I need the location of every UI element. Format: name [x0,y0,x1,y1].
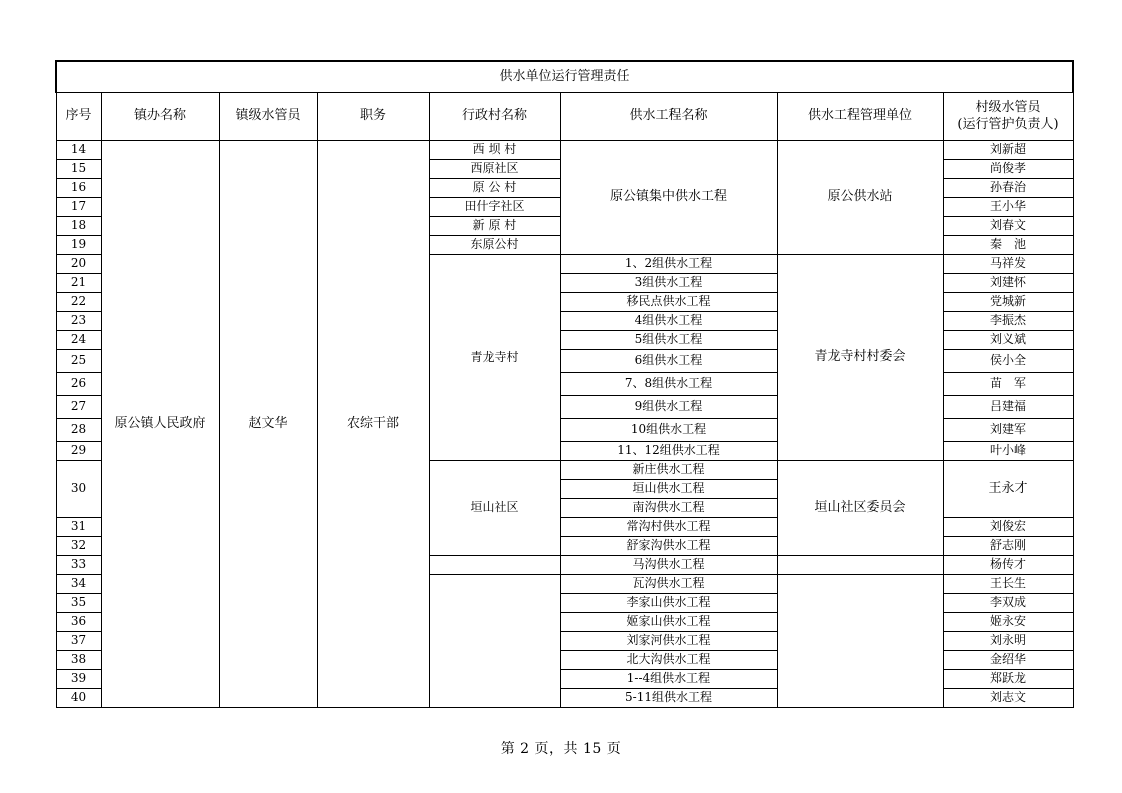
project-name: 姬家山供水工程 [560,613,777,632]
header-village-manager-label: 村级水管员 (运行管护负责人) [957,100,1059,132]
village-name: 青龙寺村 [429,255,560,461]
management-unit [777,556,943,575]
management-unit: 垣山社区委员会 [777,461,943,556]
row-seq: 36 [56,613,101,632]
village-name [429,556,560,575]
management-unit [777,575,943,708]
project-name: 刘家河供水工程 [560,632,777,651]
row-seq: 38 [56,651,101,670]
row-seq: 28 [56,419,101,442]
village-name: 西原社区 [429,160,560,179]
project-name: 常沟村供水工程 [560,518,777,537]
village-manager: 孙春治 [943,179,1073,198]
row-seq: 35 [56,594,101,613]
row-seq: 20 [56,255,101,274]
village-manager: 吕建福 [943,396,1073,419]
row-seq: 33 [56,556,101,575]
row-seq: 16 [56,179,101,198]
village-name: 西 坝 村 [429,141,560,160]
project-name: 10组供水工程 [560,419,777,442]
village-manager: 刘义斌 [943,331,1073,350]
village-manager: 李振杰 [943,312,1073,331]
row-seq: 15 [56,160,101,179]
row-seq: 37 [56,632,101,651]
row-seq: 23 [56,312,101,331]
village-name: 原 公 村 [429,179,560,198]
project-name: 舒家沟供水工程 [560,537,777,556]
village-manager: 侯小全 [943,350,1073,373]
town-manager: 赵文华 [219,141,317,708]
village-manager: 郑跃龙 [943,670,1073,689]
village-manager: 秦 池 [943,236,1073,255]
village-manager: 李双成 [943,594,1073,613]
table-row [56,141,1073,160]
project-name: 6组供水工程 [560,350,777,373]
village-manager: 苗 军 [943,373,1073,396]
row-seq: 31 [56,518,101,537]
village-manager: 姬永安 [943,613,1073,632]
village-manager: 刘建怀 [943,274,1073,293]
village-manager: 金绍华 [943,651,1073,670]
village-manager: 王长生 [943,575,1073,594]
village-manager: 刘春文 [943,217,1073,236]
village-manager: 叶小峰 [943,442,1073,461]
header-village: 行政村名称 [429,93,560,141]
village-name [429,575,560,708]
header-seq: 序号 [56,93,101,141]
row-seq: 40 [56,689,101,708]
water-supply-table [55,60,1074,708]
header-town: 镇办名称 [101,93,219,141]
village-manager: 刘志文 [943,689,1073,708]
row-seq: 22 [56,293,101,312]
position: 农综干部 [317,141,429,708]
village-manager: 马祥发 [943,255,1073,274]
row-seq: 19 [56,236,101,255]
project-name: 5-11组供水工程 [560,689,777,708]
village-name: 垣山社区 [429,461,560,556]
project-name: 垣山供水工程 [560,480,777,499]
page-footer: 第 2 页，共 15 页 [500,741,622,757]
row-seq: 24 [56,331,101,350]
row-seq: 18 [56,217,101,236]
row-seq: 39 [56,670,101,689]
project-name: 移民点供水工程 [560,293,777,312]
project-name: 5组供水工程 [560,331,777,350]
header-unit: 供水工程管理单位 [777,93,943,141]
village-manager: 党城新 [943,293,1073,312]
village-name: 田什字社区 [429,198,560,217]
village-manager: 刘俊宏 [943,518,1073,537]
village-manager: 尚俊孝 [943,160,1073,179]
village-manager: 刘永明 [943,632,1073,651]
row-seq: 26 [56,373,101,396]
row-seq: 29 [56,442,101,461]
project-name: 9组供水工程 [560,396,777,419]
management-unit: 青龙寺村村委会 [777,255,943,461]
village-manager: 刘新超 [943,141,1073,160]
village-manager: 王永才 [943,461,1073,518]
project-name: 11、12组供水工程 [560,442,777,461]
town-name: 原公镇人民政府 [101,141,219,708]
project-name: 7、8组供水工程 [560,373,777,396]
village-manager: 刘建军 [943,419,1073,442]
village-manager: 舒志刚 [943,537,1073,556]
table-title: 供水单位运行管理责任 [56,61,1073,93]
project-name: 原公镇集中供水工程 [560,141,777,255]
project-name: 4组供水工程 [560,312,777,331]
project-name: 马沟供水工程 [560,556,777,575]
village-manager: 杨传才 [943,556,1073,575]
row-seq: 25 [56,350,101,373]
project-name: 3组供水工程 [560,274,777,293]
row-seq: 30 [56,461,101,518]
row-seq: 14 [56,141,101,160]
project-name: 1--4组供水工程 [560,670,777,689]
village-name: 新 原 村 [429,217,560,236]
management-unit: 原公供水站 [777,141,943,255]
village-manager: 王小华 [943,198,1073,217]
project-name: 南沟供水工程 [560,499,777,518]
row-seq: 21 [56,274,101,293]
project-name: 瓦沟供水工程 [560,575,777,594]
row-seq: 34 [56,575,101,594]
row-seq: 17 [56,198,101,217]
header-village-manager [943,93,1073,141]
project-name: 1、2组供水工程 [560,255,777,274]
row-seq: 32 [56,537,101,556]
row-seq: 27 [56,396,101,419]
project-name: 李家山供水工程 [560,594,777,613]
project-name: 北大沟供水工程 [560,651,777,670]
project-name: 新庄供水工程 [560,461,777,480]
header-town-manager: 镇级水管员 [219,93,317,141]
village-name: 东原公村 [429,236,560,255]
header-position: 职务 [317,93,429,141]
header-project: 供水工程名称 [560,93,777,141]
